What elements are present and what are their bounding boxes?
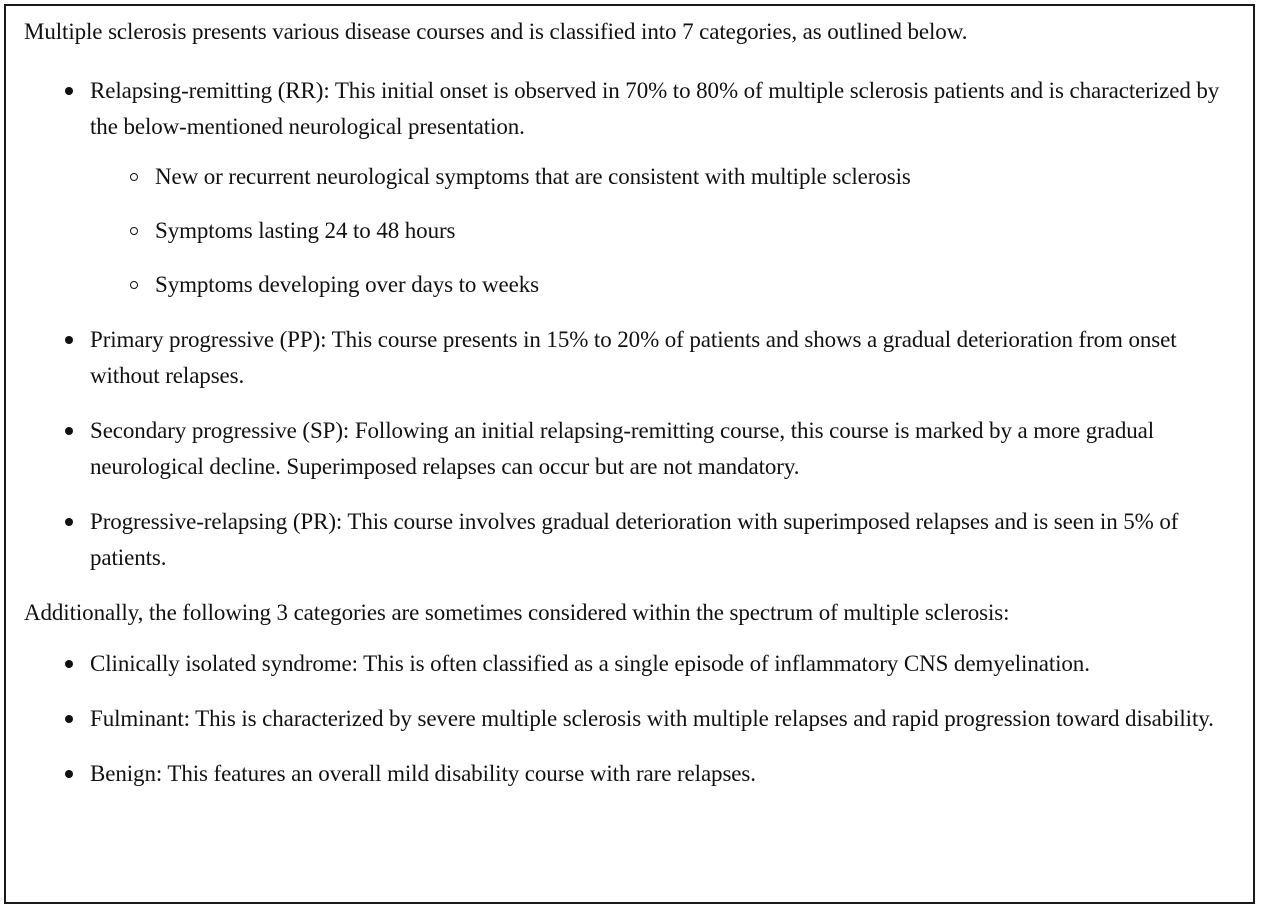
category-text: Primary progressive (PP): This course presents in 15% to 20% of patients and shows a gradual deterioration from onset without relapses.: [90, 327, 1177, 388]
bullet-icon: [65, 770, 73, 778]
subitem-text: New or recurrent neurological symptoms that are consistent with multiple sclerosis: [155, 164, 911, 189]
bullet-icon: [65, 660, 73, 668]
category-text: Progressive-relapsing (PR): This course involves gradual deterioration with superimposed relapses and is seen in 5% of patients.: [90, 509, 1179, 570]
rr-presentation-list: [90, 159, 1246, 303]
list-item: [90, 413, 1246, 485]
bullet-icon: [65, 87, 73, 95]
additional-categories-list: [24, 646, 1246, 792]
subitem-text: Symptoms lasting 24 to 48 hours: [155, 218, 456, 243]
list-item: [90, 646, 1246, 682]
category-text: Secondary progressive (SP): Following an initial relapsing-remitting course, this course is marked by a more gradual neurological decline. Superimposed relapses can occur but are not mandatory.: [90, 418, 1155, 479]
bullet-icon: [65, 518, 73, 526]
hollow-bullet-icon: [130, 227, 138, 235]
list-item: [90, 756, 1246, 792]
list-item: [155, 267, 1246, 303]
hollow-bullet-icon: [130, 281, 138, 289]
category-text: Fulminant: This is characterized by severe multiple sclerosis with multiple relapses and rapid progression toward disability.: [90, 706, 1214, 731]
category-text: Benign: This features an overall mild disability course with rare relapses.: [90, 761, 756, 786]
list-item: [155, 213, 1246, 249]
category-text: Clinically isolated syndrome: This is often classified as a single episode of inflammatory CNS demyelination.: [90, 651, 1090, 676]
bullet-icon: [65, 715, 73, 723]
list-item: [90, 322, 1246, 394]
categories-list: [24, 73, 1246, 576]
category-text: Relapsing-remitting (RR): This initial onset is observed in 70% to 80% of multiple sclerosis patients and is characterized by the below-mentioned neurological presentation.: [90, 78, 1220, 139]
subitem-text: Symptoms developing over days to weeks: [155, 272, 539, 297]
list-item: [155, 159, 1246, 195]
intro-paragraph: Multiple sclerosis presents various disease courses and is classified into 7 categories, as outlined below.: [24, 19, 968, 44]
additional-intro-paragraph: Additionally, the following 3 categories are sometimes considered within the spectrum of multiple sclerosis:: [24, 600, 1010, 625]
list-item: [90, 73, 1246, 303]
hollow-bullet-icon: [130, 173, 138, 181]
list-item: [90, 504, 1246, 576]
bullet-icon: [65, 427, 73, 435]
list-item: [90, 701, 1246, 737]
bullet-icon: [65, 336, 73, 344]
document-body: [24, 14, 1246, 811]
